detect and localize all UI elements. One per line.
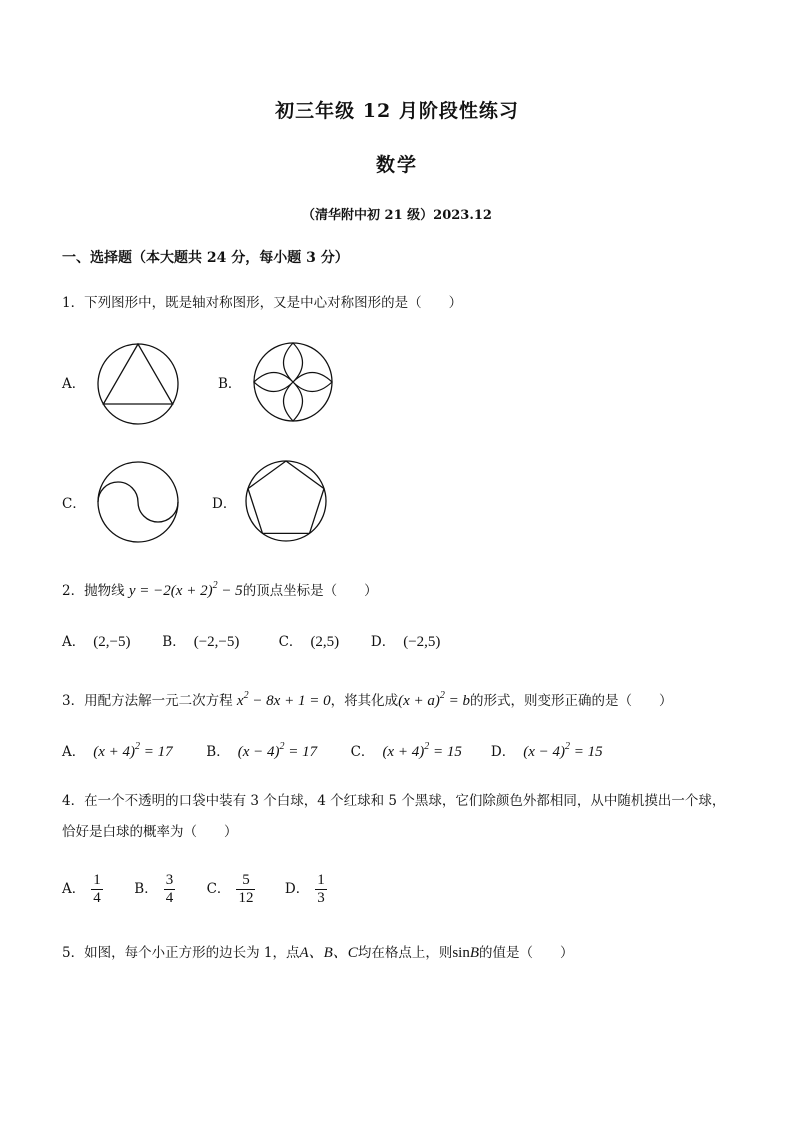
- option-value: (−2,−5): [193, 634, 240, 650]
- denominator: 3: [317, 890, 325, 906]
- formula: [128, 580, 243, 599]
- question-2: [62, 576, 378, 601]
- exponent: 2: [565, 741, 570, 752]
- option-label: D．: [370, 634, 396, 650]
- option-label: B．: [206, 744, 230, 760]
- exponent: 2: [439, 690, 445, 701]
- question-text: 在一个不透明的口袋中装有 3 个白球，4 个红球和 5 个黑球，它们除颜色外都相同，从中随机摸出一个球，: [84, 793, 726, 809]
- fraction: [164, 872, 176, 907]
- equation: [236, 690, 331, 709]
- option-d[interactable]: [371, 630, 441, 651]
- question-text: 的顶点坐标是（ ）: [242, 583, 378, 599]
- option-c[interactable]: [279, 630, 367, 651]
- circle-yin-yang-curve-figure: [96, 460, 180, 544]
- q3-options: [62, 740, 603, 761]
- numerator: 5: [236, 872, 255, 890]
- formula-part: x: [236, 693, 244, 709]
- circle-inscribed-pentagon-figure: [244, 459, 328, 543]
- section-title: 一、选择题（本大题共 24 分，每小题 3 分）: [62, 250, 349, 266]
- target-form: [398, 690, 470, 709]
- question-text: 如图，每个小正方形的边长为 1，点: [84, 945, 300, 961]
- option-c[interactable]: [207, 872, 281, 907]
- question-text: 的形式，则变形正确的是（ ）: [470, 693, 673, 709]
- question-text: ，将其化成: [330, 693, 399, 709]
- denominator: 4: [93, 890, 101, 906]
- exponent: 2: [243, 690, 249, 701]
- option-b[interactable]: [162, 630, 274, 651]
- denominator: 4: [165, 890, 174, 906]
- fraction: [236, 872, 255, 907]
- option-b[interactable]: [134, 872, 202, 907]
- question-number: 5．: [62, 945, 85, 961]
- q1-option-d-label: D．: [212, 496, 237, 512]
- option-label: A．: [62, 634, 86, 650]
- option-value: (2,5): [310, 634, 340, 650]
- question-text: 均在格点上，则: [357, 945, 453, 961]
- option-c[interactable]: [351, 740, 487, 761]
- fraction: [315, 872, 327, 907]
- option-a[interactable]: [62, 740, 202, 761]
- option-rest: = 15: [570, 744, 603, 760]
- subject-title: 数学: [375, 154, 418, 176]
- option-value: (2,−5): [93, 634, 131, 650]
- question-3: [62, 686, 673, 711]
- question-number: 1．: [62, 295, 85, 311]
- option-label: A．: [62, 881, 86, 897]
- formula-part: = b: [444, 693, 470, 709]
- question-1: [62, 293, 462, 313]
- option-base: (x − 4): [237, 744, 280, 760]
- denominator: 12: [238, 890, 254, 906]
- option-label: D．: [284, 881, 310, 897]
- point-names: A、B、C: [299, 945, 358, 961]
- question-4: [62, 791, 725, 811]
- q4-options: [62, 872, 327, 907]
- formula-part: − 5: [217, 583, 243, 599]
- q1-option-c-label: C．: [62, 496, 86, 512]
- option-rest: = 17: [140, 744, 173, 760]
- numerator: 3: [165, 872, 174, 888]
- option-label: A．: [62, 744, 86, 760]
- option-a[interactable]: [62, 872, 130, 907]
- angle-variable: B: [469, 945, 480, 961]
- option-rest: = 17: [284, 744, 318, 760]
- option-d[interactable]: [491, 740, 603, 761]
- formula-part: (x + a): [398, 693, 440, 709]
- q1-option-b-label: B．: [218, 376, 242, 392]
- option-label: B．: [134, 881, 158, 897]
- option-base: (x + 4): [382, 744, 425, 760]
- option-label: C．: [206, 881, 231, 897]
- exponent: 2: [135, 741, 141, 752]
- option-label: C．: [278, 634, 303, 650]
- question-text: 下列图形中，既是轴对称图形，又是中心对称图形的是（ ）: [84, 295, 463, 311]
- numerator: 1: [317, 872, 325, 888]
- page-title: 初三年级 12 月阶段性练习: [275, 100, 519, 122]
- formula-part: y = −2(x + 2): [128, 583, 213, 599]
- option-base: (x + 4): [93, 744, 136, 760]
- q1-option-a-label: A．: [62, 376, 86, 392]
- question-number: 3．: [62, 693, 85, 709]
- option-a[interactable]: [62, 630, 158, 651]
- option-b[interactable]: [206, 740, 346, 761]
- option-d[interactable]: [285, 872, 327, 907]
- question-text: 的值是（ ）: [479, 945, 574, 961]
- question-4-line-2: 恰好是白球的概率为（ ）: [62, 824, 238, 840]
- school-info: （清华附中初 21 级）2023.12: [302, 208, 492, 223]
- option-value: (−2,5): [403, 634, 441, 650]
- fraction: [91, 872, 103, 907]
- exponent: 2: [279, 741, 285, 752]
- exponent: 2: [424, 741, 430, 752]
- numerator: 1: [93, 872, 101, 888]
- question-text: 抛物线: [84, 583, 125, 599]
- circle-inscribed-triangle-figure: [96, 342, 180, 426]
- exponent: 2: [212, 580, 218, 591]
- question-number: 4．: [62, 793, 85, 809]
- formula-part: − 8x + 1 = 0: [248, 693, 331, 709]
- question-text: 用配方法解一元二次方程: [84, 693, 233, 709]
- q2-options: [62, 630, 440, 651]
- circle-four-petals-figure: [252, 341, 334, 423]
- option-label: C．: [350, 744, 375, 760]
- sin-function: sin: [452, 945, 470, 961]
- question-number: 2．: [62, 583, 85, 599]
- question-5: [62, 943, 574, 963]
- option-label: D．: [490, 744, 516, 760]
- option-base: (x − 4): [523, 744, 565, 760]
- option-label: B．: [162, 634, 186, 650]
- option-rest: = 15: [429, 744, 462, 760]
